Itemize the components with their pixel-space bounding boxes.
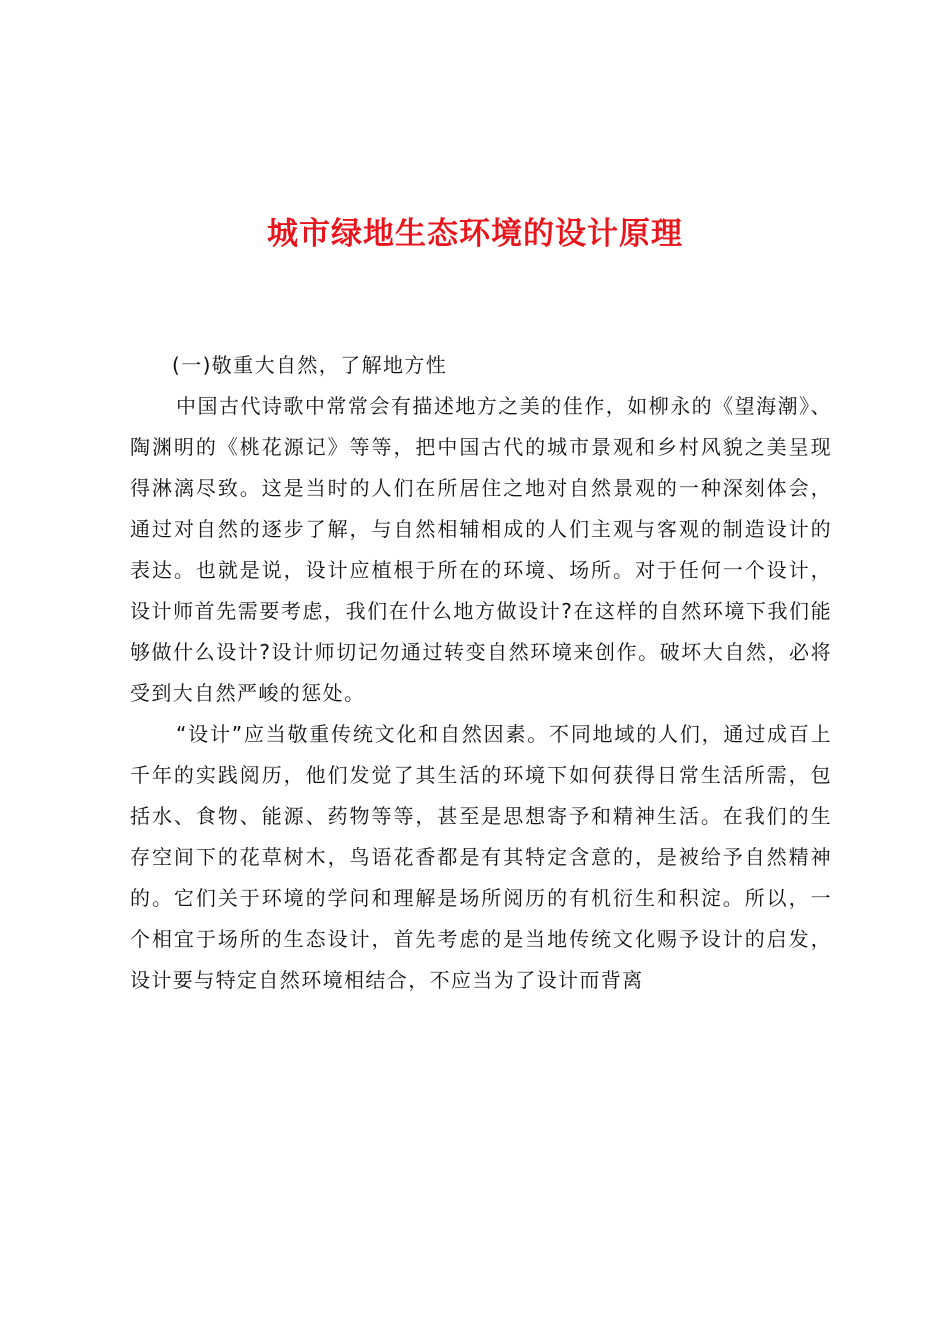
document-title: 城市绿地生态环境的设计原理: [267, 216, 683, 252]
paragraph-2: “设计”应当敬重传统文化和自然因素。不同地域的人们，通过成百上千年的实践阅历，他们发觉了其生活的环境下如何获得日常生活所需，包括水、食物、能源、药物等等，甚至是思想寄予和精神生活。在我们的生存空间下的花草树木，鸟语花香都是有其特定含意的，是被给予自然精神的。它们关于环境的学问和理解是场所阅历的有机衍生和积淀。所以，一个相宜于场所的生态设计，首先考虑的是当地传统文化赐予设计的启发，设计要与特定自然环境相结合，不应当为了设计而背离: [130, 722, 832, 992]
section-heading: (一)敬重大自然，了解地方性: [172, 353, 448, 377]
paragraph-1: 中国古代诗歌中常常会有描述地方之美的佳作，如柳永的《望海潮》、陶渊明的《桃花源记》等等，把中国古代的城市景观和乡村风貌之美呈现得淋漓尽致。这是当时的人们在所居住之地对自然景观的一种深刻体会，通过对自然的逐步了解，与自然相辅相成的人们主观与客观的制造设计的表达。也就是说，设计应植根于所在的环境、场所。对于任何一个设计，设计师首先需要考虑，我们在什么地方做设计?在这样的自然环境下我们能够做什么设计?设计师切记勿通过转变自然环境来创作。破坏大自然，必将受到大自然严峻的惩处。: [130, 394, 832, 705]
document-body: [130, 345, 832, 1001]
